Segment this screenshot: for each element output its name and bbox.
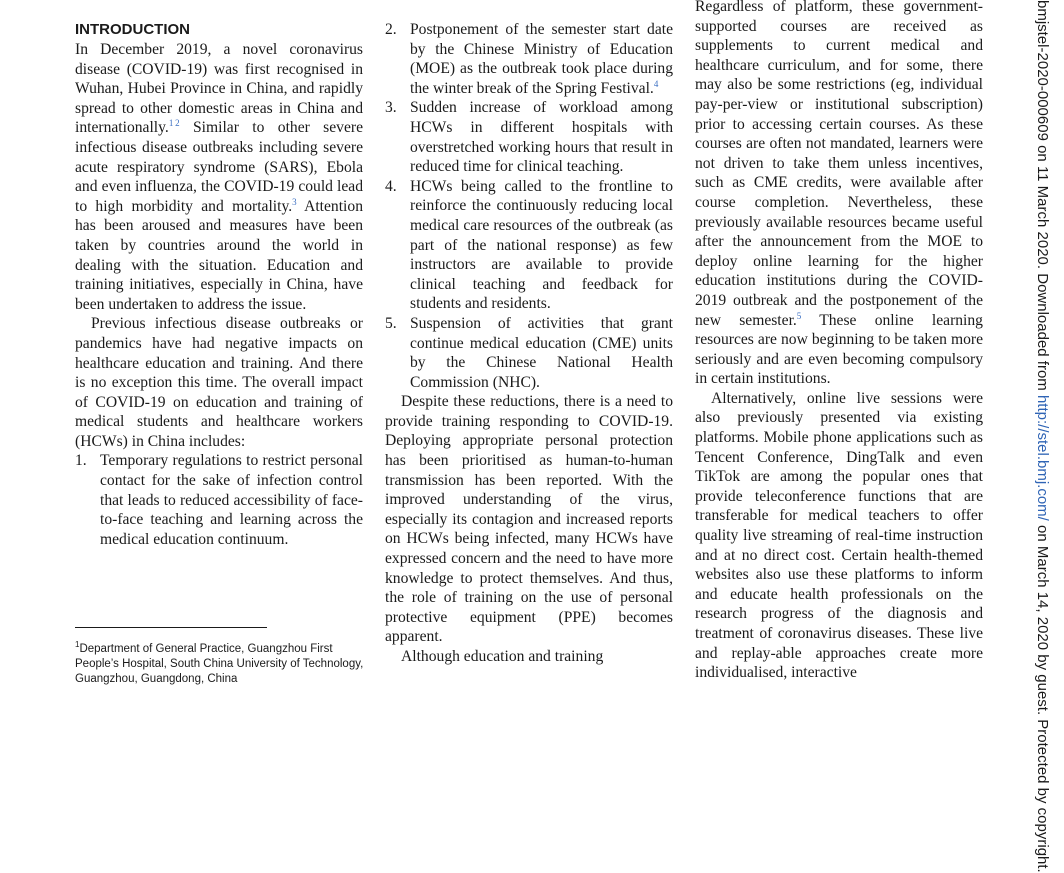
paragraph-impacts: Previous infectious disease outbreaks or pandemics have had negative impacts on healthcare education and training. And there is no exception this time. The overall impact of COVID-19 on education and training of medical students and healthcare workers (HCWs) in China includes: xyxy=(75,315,363,450)
impact-list xyxy=(75,451,363,549)
journal-link[interactable]: http://stel.bmj.com/ xyxy=(1034,394,1051,521)
list-item: 1. Temporary regulations to restrict personal contact for the sake of infection control that leads to reduced accessibility of face-to-face teaching and learning across the medical education continuum. xyxy=(75,452,363,548)
column-3 xyxy=(695,0,983,683)
reference-link[interactable]: 5 xyxy=(796,310,802,321)
list-item: 3. Sudden increase of workload among HCWs in different hospitals with overstretched working hours that result in reduced time for clinical teaching. xyxy=(385,99,673,176)
list-number: 4. xyxy=(385,177,397,195)
download-sidebar xyxy=(1020,0,1064,873)
footnote xyxy=(75,637,375,687)
footnote-marker: 1 xyxy=(75,640,80,649)
list-number: 5. xyxy=(385,314,397,332)
affiliation-footnote: $^1$Department of General Practice, Guangzhou First People’s Hospital, South China University of Technology, Guangzhou, Guangdong, China xyxy=(75,640,364,685)
reference-link[interactable]: 3 xyxy=(292,196,297,207)
reference-link[interactable]: 2 xyxy=(175,118,180,129)
list-item: 5. Suspension of activities that grant continue medical education (CME) units by the Chinese National Health Commission (NHC). xyxy=(385,314,673,391)
list-number: 1. xyxy=(75,452,87,470)
paragraph-platforms: Regardless of platform, these government-supported courses are received as supplements to current medical and healthcare curriculum, and for some, there may also be some restrictions (eg, individual pay-per-view or institutional subscription) prior to accessing certain courses. As these courses are often not mandated, learners were not driven to take them unless incentives, such as CME credits, were available after course completion. Nevertheless, these previously available resources became useful after the announcement from the MOE to deploy online learning for the higher education institutions during the COVID-2019 outbreak and the postponement of the new semester.$^5$ These online learning resources are now beginning to be taken more seriously and are even becoming compulsory in certain institutions. xyxy=(695,0,983,388)
column-2 xyxy=(385,20,673,667)
download-notice: bmjstel-2020-000609 on 11 March 2020. Downloaded from http://stel.bmj.com/ on March 14, 2020 by guest. Protected by copyright. xyxy=(1034,0,1051,873)
column-1 xyxy=(75,20,363,549)
reference-link[interactable]: 1 xyxy=(168,118,174,129)
footnote-divider xyxy=(75,627,267,628)
list-item: 2. Postponement of the semester start date by the Chinese Ministry of Education (MOE) as the outbreak took place during the winter break of the Spring Festival.$^4$ xyxy=(385,21,673,97)
list-number: 2. xyxy=(385,21,397,38)
list-item: 4. HCWs being called to the frontline to reinforce the continuously reducing local medical care resources of the outbreak (as part of the national response) as few instructors are available to provide clinical teaching and feedback for students and residents. xyxy=(385,177,673,313)
paragraph-ppe: Despite these reductions, there is a need to provide training responding to COVID-19. Deploying appropriate personal protection has been prioritised as human-to-human transmission has been reported. With the improved understanding of the virus, especially its contagion and increased reports on HCWs being infected, many HCWs have expressed concern and the need to have more knowledge to protect themselves. And thus, the role of training on the use of personal protective equipment (PPE) becomes apparent. xyxy=(385,393,673,646)
reference-link[interactable]: 4 xyxy=(653,78,659,89)
list-number: 3. xyxy=(385,99,397,117)
paragraph-live-sessions: Alternatively, online live sessions were also previously presented via existing platforms. Mobile phone applications such as Tencent Conference, DingTalk and even TikTok are among the popular ones that provide teleconference functions that are transferable for medical teachers to offer quality live streaming of real-time instruction and at no direct cost. Certain health-themed websites also use these platforms to inform and educate health professionals on the research progress of the diagnosis and treatment of coronavirus diseases. These live and replay-able approaches create more individualised, interactive xyxy=(695,389,983,682)
paragraph-partial: Although education and training xyxy=(401,648,604,665)
impact-list-continued xyxy=(385,20,673,392)
section-heading-introduction: INTRODUCTION xyxy=(75,21,190,38)
paragraph-intro: In December 2019, a novel coronavirus disease (COVID-19) was first recognised in Wuhan, Hubei Province in China, and rapidly spread to other domestic areas in China and internationally.$^1$ $^2$ Similar to other severe infectious disease outbreaks including severe acute respiratory syndrome (SARS), Ebola and even influenza, the COVID-19 could lead to high morbidity and mortality.$^3$ Attention has been aroused and measures have been taken by countries around the world in dealing with the situation. Education and training initiatives, especially in China, have been undertaken to address the issue. xyxy=(75,41,363,313)
